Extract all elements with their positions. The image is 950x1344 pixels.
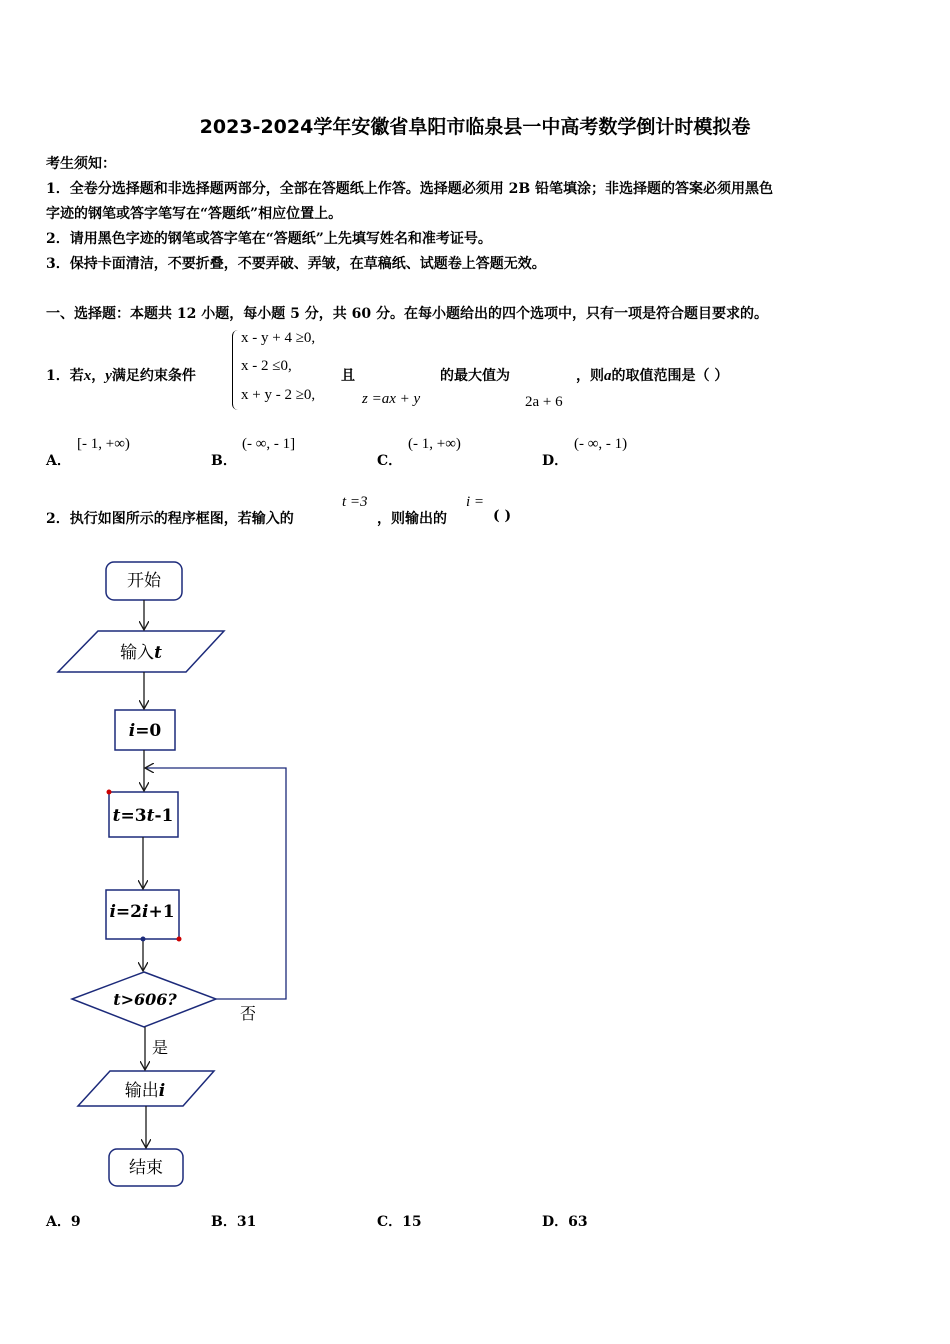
q1-and: 且 xyxy=(341,368,355,384)
notice-heading: 考生须知： xyxy=(46,156,116,172)
q1-max-text: 的最大值为 xyxy=(440,368,510,384)
q1-constraint-2: x - 2 ≤0, xyxy=(241,358,292,374)
q1-var-a: a xyxy=(604,368,612,384)
q1-prefix: 1．若 xyxy=(46,368,84,384)
q2-option-a-value: 9 xyxy=(70,1214,81,1230)
notice-item-2: 2．请用黑色字迹的钢笔或答字笔在“答题纸”上先填写姓名和准考证号。 xyxy=(46,231,492,247)
q1-objective: z =ax + y xyxy=(362,391,421,407)
flow-condition-var: t xyxy=(113,990,121,1009)
q2-option-b-value: 31 xyxy=(236,1214,257,1230)
flow-marker-blue xyxy=(141,937,146,942)
flow-step-2-end: +1 xyxy=(148,902,175,922)
q2-prefix: 2．执行如图所示的程序框图，若输入的 xyxy=(46,511,294,527)
q2-mid: ，则输出的 xyxy=(377,511,447,527)
q1-comma: ， xyxy=(91,368,106,384)
q1-constraint-1: x - y + 4 ≥0, xyxy=(241,330,316,346)
q1-option-c-value: (- 1, +∞) xyxy=(408,436,461,452)
q1-option-a-value: [- 1, +∞) xyxy=(77,436,130,452)
flow-input-pre: 输入 xyxy=(120,643,155,663)
q1-option-d-value: (- ∞, - 1) xyxy=(574,436,628,452)
flow-step-2-mid: =2 xyxy=(115,902,142,922)
q2-t-equals: t =3 xyxy=(342,494,368,510)
notice-item-1-line-1: 1．全卷分选择题和非选择题两部分，全部在答题纸上作答。选择题必须用 2B 铅笔填涂；非选择题的答案必须用黑色 xyxy=(46,181,774,197)
flow-output-label xyxy=(125,1081,165,1101)
q2-option-c xyxy=(377,1211,422,1231)
q2-option-d xyxy=(542,1211,588,1231)
flow-step-1-end: -1 xyxy=(154,806,174,826)
flow-init-label xyxy=(129,721,162,741)
section-heading: 一、选择题：本题共 12 小题，每小题 5 分，共 60 分。在每小题给出的四个选项中，只有一项是符合题目要求的。 xyxy=(46,306,768,322)
q2-option-c-label: C． xyxy=(377,1214,403,1230)
q2-option-a xyxy=(46,1211,81,1231)
notice-item-1-line-2: 字迹的钢笔或答字笔写在“答题纸”相应位置上。 xyxy=(46,206,343,222)
q1-var-x: x xyxy=(83,368,92,384)
q2-option-b xyxy=(211,1211,256,1231)
q2-option-c-value: 15 xyxy=(402,1214,422,1230)
flow-marker-red-1 xyxy=(107,790,112,795)
flow-step-1-mid: =3 xyxy=(120,806,147,826)
flow-start-label: 开始 xyxy=(127,571,161,591)
page-title: 2023-2024学年安徽省阜阳市临泉县一中高考数学倒计时模拟卷 xyxy=(199,116,751,138)
flow-condition-label xyxy=(113,990,177,1009)
notice-item-3: 3．保持卡面清洁，不要折叠，不要弄破、弄皱，在草稿纸、试题卷上答题无效。 xyxy=(46,256,546,272)
q1-tail-pre: ，则 xyxy=(576,368,604,384)
q1-option-d-label: D． xyxy=(542,453,569,469)
flow-step-1-var: t xyxy=(112,806,121,826)
flow-step-2-var-2: i xyxy=(142,902,149,922)
flow-init-rest: =0 xyxy=(135,721,162,741)
flow-no-label: 否 xyxy=(240,1004,257,1023)
q2-option-a-label: A． xyxy=(46,1214,71,1230)
flow-input-var: t xyxy=(154,643,162,663)
q1-mid: 满足约束条件 xyxy=(111,368,196,384)
q2-option-d-label: D． xyxy=(542,1214,569,1230)
q2-i-equals: i = xyxy=(466,494,485,510)
q1-option-a-label: A． xyxy=(46,453,71,469)
flow-input-label xyxy=(120,643,162,663)
q2-tail: ( ) xyxy=(493,508,512,524)
flow-output-pre: 输出 xyxy=(124,1081,159,1101)
q2-option-b-label: B． xyxy=(211,1214,237,1230)
q1-option-c-label: C． xyxy=(377,453,403,469)
flow-step-2-label xyxy=(109,902,174,922)
q1-option-b-value: (- ∞, - 1] xyxy=(242,436,296,452)
q1-max-value: 2a + 6 xyxy=(525,394,563,410)
flow-condition-rest: >606? xyxy=(120,990,177,1009)
q1-option-b-label: B． xyxy=(211,453,237,469)
flow-step-2-var: i xyxy=(109,902,116,922)
flow-output-var: i xyxy=(158,1081,166,1101)
q2-option-d-value: 63 xyxy=(568,1214,588,1230)
q1-var-y: y xyxy=(105,368,112,384)
flow-step-1-var-2: t xyxy=(146,806,155,826)
q1-tail-text: 的取值范围是（ ） xyxy=(611,368,729,384)
q1-constraint-3: x + y - 2 ≥0, xyxy=(241,387,316,403)
flow-init-var: i xyxy=(128,721,136,741)
flow-end-label: 结束 xyxy=(129,1158,163,1178)
flow-marker-red-2 xyxy=(177,937,182,942)
flow-yes-label: 是 xyxy=(152,1038,169,1057)
flow-step-1-label xyxy=(113,806,174,826)
